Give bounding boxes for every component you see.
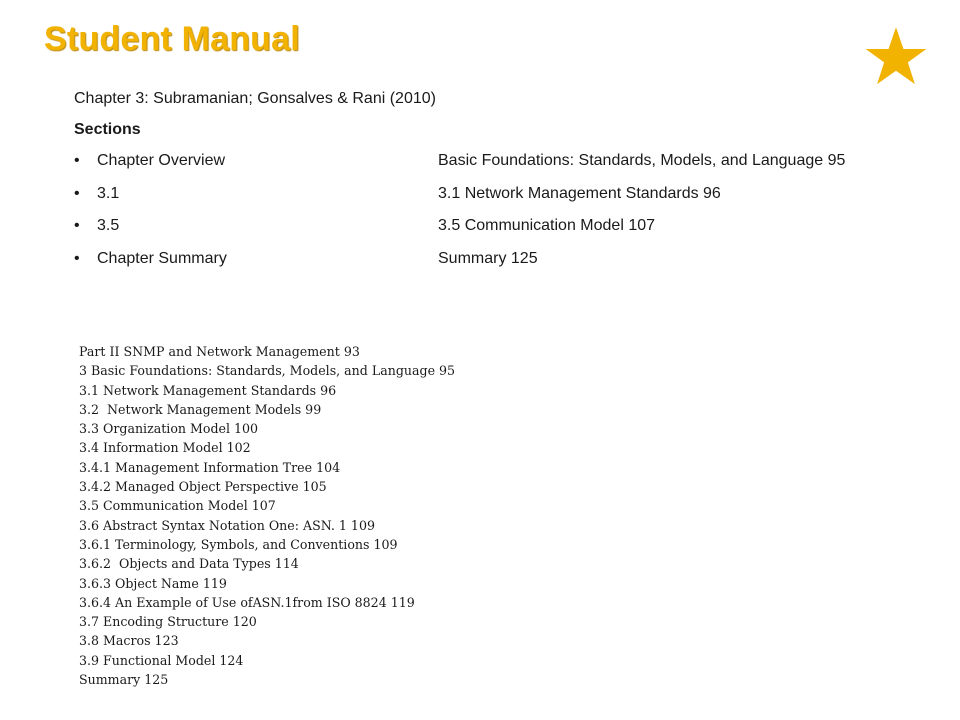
toc-line: 3.1 Network Management Standards 96 <box>79 382 337 398</box>
toc-line: 3.6.3 Object Name 119 <box>79 575 227 591</box>
section-label: 3.1 <box>97 184 120 202</box>
toc-line: 3.6 Abstract Syntax Notation One: ASN. 1 109 <box>79 517 375 533</box>
toc-line: 3.4 Information Model 102 <box>79 440 251 456</box>
section-detail: Basic Foundations: Standards, Models, and Language 95 <box>438 152 846 169</box>
bullet: • <box>74 152 80 169</box>
table-of-contents <box>79 342 455 689</box>
toc-line: Part II SNMP and Network Management 93 <box>79 344 360 359</box>
page-title: Student Manual <box>44 20 300 58</box>
section-detail: 3.5 Communication Model 107 <box>438 217 656 234</box>
section-row <box>74 152 934 185</box>
toc-line: 3.6.1 Terminology, Symbols, and Conventions 109 <box>79 536 398 552</box>
toc-line: 3.4.2 Managed Object Perspective 105 <box>79 479 327 495</box>
sections-heading: Sections <box>74 121 141 138</box>
toc-line: 3.4.1 Management Information Tree 104 <box>79 459 341 475</box>
toc-line: 3.9 Functional Model 124 <box>79 652 244 668</box>
bullet: • <box>74 184 80 202</box>
chapter-subtitle: Chapter 3: Subramanian; Gonsalves & Rani (2010) <box>74 90 436 107</box>
section-row <box>74 185 934 218</box>
section-detail: 3.1 Network Management Standards 96 <box>438 184 721 202</box>
section-label: Chapter Summary <box>97 249 227 267</box>
toc-line: 3.2 Network Management Models 99 <box>79 401 322 417</box>
toc-line: 3.3 Organization Model 100 <box>79 421 259 437</box>
bullet: • <box>74 249 80 267</box>
section-label: 3.5 <box>97 217 120 234</box>
sections-table <box>74 152 934 282</box>
toc-line: 3.7 Encoding Structure 120 <box>79 614 257 630</box>
section-row <box>74 217 934 250</box>
section-row <box>74 250 934 283</box>
section-detail: Summary 125 <box>438 249 538 267</box>
star-icon <box>860 26 932 86</box>
bullet: • <box>74 217 80 234</box>
toc-line: 3.6.4 An Example of Use ofASN.1from ISO 8824 119 <box>79 594 415 610</box>
section-label: Chapter Overview <box>97 152 226 169</box>
toc-line: 3.5 Communication Model 107 <box>79 498 276 514</box>
toc-line: 3.8 Macros 123 <box>79 633 179 649</box>
toc-line: 3.6.2 Objects and Data Types 114 <box>79 556 299 572</box>
toc-line: 3 Basic Foundations: Standards, Models, and Language 95 <box>79 363 456 379</box>
toc-line: Summary 125 <box>79 672 169 688</box>
